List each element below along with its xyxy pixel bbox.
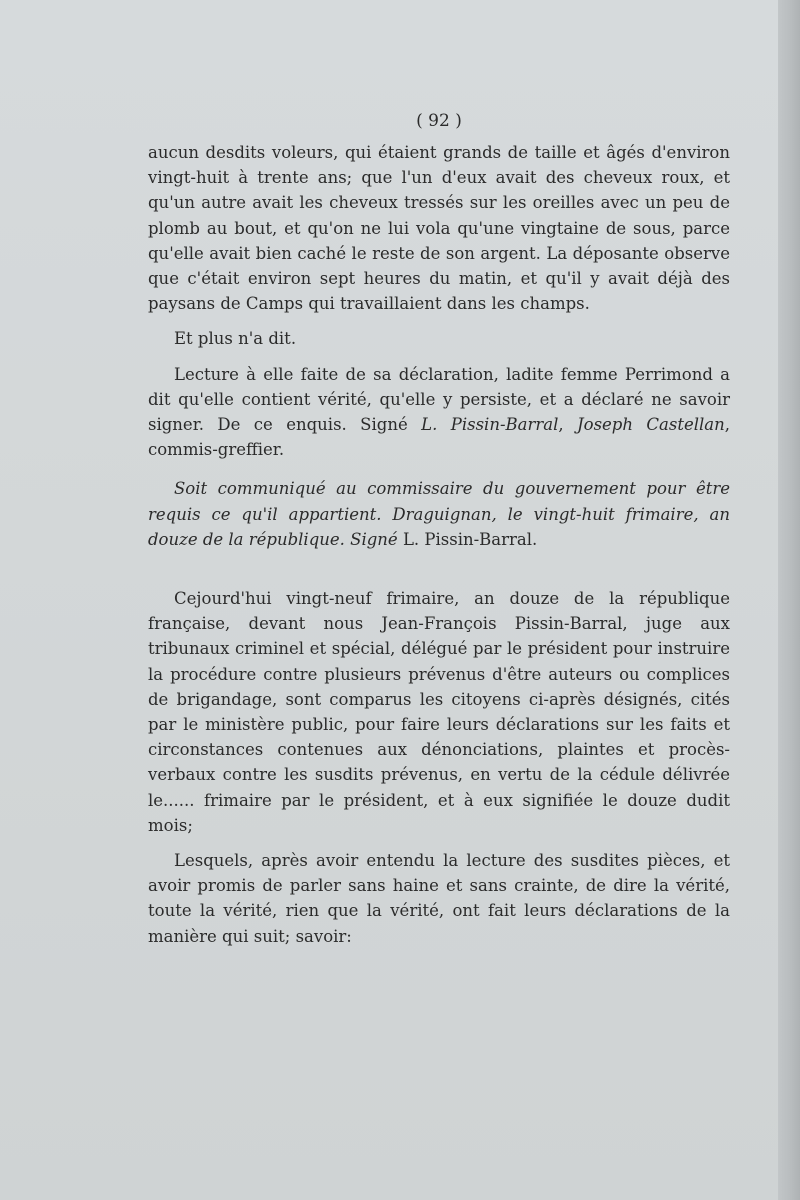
order-text: Soit communiqué au commissaire du gouvernement pour être requis ce qu'il appartient. Draguignan, le vingt-huit frimaire, an douze de la république. Signé (148, 479, 730, 549)
signer-separator: , (558, 415, 578, 435)
paragraph-end-of-statement: Et plus n'a dit. (174, 329, 297, 349)
order-signer: L. Pissin-Barral. (402, 529, 538, 549)
page-edge (778, 0, 800, 1200)
clerk-title: , commis-greffier. (148, 415, 730, 460)
paragraph-hearing-opening: Cejourd'hui vingt-neuf frimaire, an douze de la république française, devant nous Jean-François Pissin-Barral, juge aux tribunaux criminel et spécial, délégué par le président pour instruire la procédure contre plusieurs prévenus d'être auteurs ou complices de brigandage, sont comparus les citoyens ci-après désignés, cités par le ministère public, pour faire leurs déclarations sur les faits et circonstances contenues aux dénonciations, plaintes et procès-verbaux contre les susdits prévenus, en vertu de la cédule délivrée le...... frimaire par le président, et à eux signifiée le douze dudit mois; (148, 589, 730, 835)
page-number: ( 92 ) (416, 111, 462, 131)
paragraph-continued-testimony: aucun desdits voleurs, qui étaient grands de taille et âgés d'environ vingt-huit à trente ans; que l'un d'eux avait des cheveux roux, et qu'un autre avait les cheveux tressés sur les oreilles avec un peu de plomb au bout, et qu'on ne lui vola qu'une vingtaine de sous, parce qu'elle avait bien caché le reste de son argent. La déposante observe que c'était environ sept heures du matin, et qu'il y avait déjà des paysans de Camps qui travaillaient dans les champs. (148, 143, 730, 314)
paragraph-witnesses-oath: Lesquels, après avoir entendu la lecture des susdites pièces, et avoir promis de parler sans haine et sans crainte, de dire la vérité, toute la vérité, rien que la vérité, ont fait leurs déclarations de la manière qui suit; savoir: (148, 851, 730, 946)
signer-judge: L. Pissin-Barral (421, 415, 559, 435)
paragraph-communication-order (148, 476, 730, 552)
text-block (148, 110, 730, 949)
signer-clerk: Joseph Castellan (577, 415, 725, 435)
paragraph-reading-declaration (148, 362, 730, 463)
declaration-text: Lecture à elle faite de sa déclaration, ladite femme Perrimond a dit qu'elle contient vérité, qu'elle y persiste, et a déclaré ne savoir signer. De ce enquis. Signé (148, 364, 730, 435)
